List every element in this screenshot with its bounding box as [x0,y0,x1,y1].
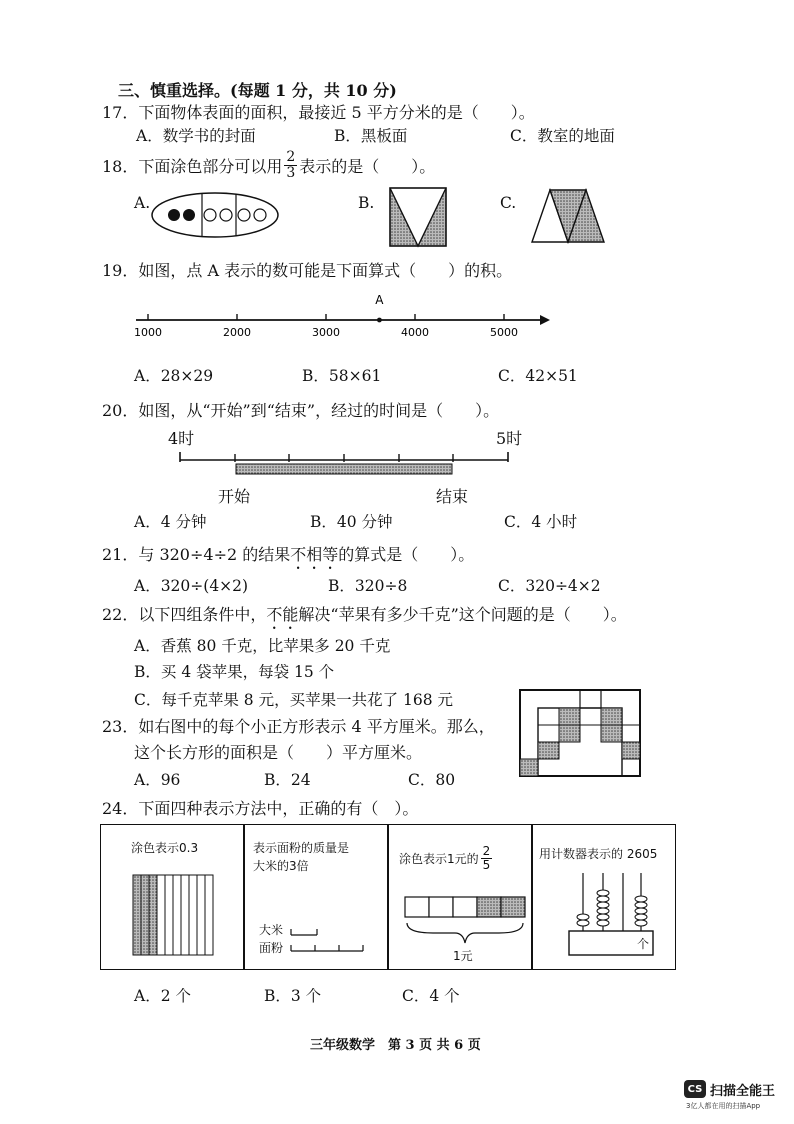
box4-title: 用计数器表示的 2605 [539,847,658,861]
fraction-two-thirds: $\frac{2}{3}$ [286,149,296,181]
q17-option-a: A．数学书的封面 [136,127,256,145]
q23-option-c: C．80 [408,771,456,789]
q21-option-b: B．320÷8 [328,577,408,595]
number-line-tick-label: 5000 [490,326,518,339]
number-line-tick-label: 3000 [312,326,340,339]
question-19-stem: 19．如图，点 A 表示的数可能是下面算式（ ）的积。 [102,261,513,280]
q18-option-c-triangles-figure [530,188,606,244]
question-23-line-2: 这个长方形的面积是（ ）平方厘米。 [134,743,423,762]
q19-option-a: A．28×29 [134,367,214,385]
question-20-stem: 20．如图，从“开始”到“结束”，经过的时间是（ ）。 [102,401,500,420]
point-a-label: A [375,293,384,307]
box2-title-line-2: 大米的3倍 [253,859,309,873]
box3-brace-label: 1元 [453,949,473,963]
q24-option-c: C．4 个 [402,987,460,1005]
q24-options-table [100,824,676,970]
q21-option-a: A．320÷(4×2) [134,577,249,595]
q20-label-4-oclock: 4时 [168,429,195,448]
q21-option-c: C．320÷4×2 [498,577,601,595]
question-24-stem: 24．下面四种表示方法中，正确的有（ ）。 [102,799,419,818]
q22-option-c: C．每千克苹果 8 元，买苹果一共花了 168 元 [134,691,454,709]
question-21-stem: 21．与 320÷4÷2 的结果不相等的算式是（ ）。 [102,545,475,564]
q19-option-b: B．58×61 [302,367,382,385]
watermark-subtitle: 3亿人都在用的扫描App [686,1102,761,1110]
number-line-tick-label: 2000 [223,326,251,339]
q20-option-c: C．4 小时 [504,513,578,531]
q17-option-c: C．教室的地面 [510,127,615,145]
q20-end-label: 结束 [436,487,469,506]
q20-option-a: A．4 分钟 [134,513,207,531]
box1-title: 涂色表示0.3 [131,841,199,855]
question-23-line-1: 23．如右图中的每个小正方形表示 4 平方厘米。那么， [102,717,495,736]
q18-option-a-oval-figure [150,190,280,240]
number-line-tick-label: 4000 [401,326,429,339]
section-title: 三、慎重选择。(每题 1 分，共 10 分) [118,81,397,100]
box3-title: 涂色表示1元的 $\frac{2}{5}$ [399,844,491,872]
q19-option-c: C．42×51 [498,367,578,385]
box3-yuan-bar-figure [403,895,529,951]
question-17-stem: 17．下面物体表面的面积，最接近 5 平方分米的是（ ）。 [102,103,535,122]
q20-option-b: B．40 分钟 [310,513,393,531]
q19-number-line [130,290,560,346]
q23-option-b: B．24 [264,771,311,789]
q21-emphasis: 不相等 [290,545,339,564]
number-line-tick-label: 1000 [134,326,162,339]
q20-start-label: 开始 [218,487,251,506]
q22-option-a: A．香蕉 80 千克，比苹果多 20 千克 [134,637,391,655]
q18-option-a-label: A. [134,194,151,212]
q23-option-a: A．96 [134,771,181,789]
box1-decimal-strips-figure [131,873,221,959]
box2-title-line-1: 表示面粉的质量是 [253,841,350,855]
box4-unit-label: 个 [637,937,650,951]
q18-option-c-label: C. [500,194,517,212]
box2-rice-label: 大米 [259,923,284,937]
q24-option-b: B．3 个 [264,987,322,1005]
question-18-stem: 18．下面涂色部分可以用 $\frac{2}{3}$ 表示的是（ ）。 [102,149,436,181]
box2-flour-label: 面粉 [259,941,284,955]
camscanner-logo-icon: CS [684,1080,706,1098]
q18-option-b-label: B. [358,194,375,212]
q20-time-line [176,448,516,484]
q22-emphasis: 不能 [266,605,299,624]
watermark-name: 扫描全能王 [710,1084,776,1099]
q20-label-5-oclock: 5时 [496,429,523,448]
q17-option-b: B．黑板面 [334,127,408,145]
box2-bar-model-figure [289,925,369,955]
box3-fraction: $\frac{2}{5}$ [482,844,491,872]
q18-option-b-square-figure [388,186,448,248]
q22-option-b: B．买 4 袋苹果，每袋 15 个 [134,663,335,681]
q23-rectangle-figure [518,688,644,778]
question-22-stem: 22．以下四组条件中，不能解决“苹果有多少千克”这个问题的是（ ）。 [102,605,627,624]
page-footer: 三年级数学 第 3 页 共 6 页 [310,1038,481,1053]
q24-option-a: A．2 个 [134,987,191,1005]
